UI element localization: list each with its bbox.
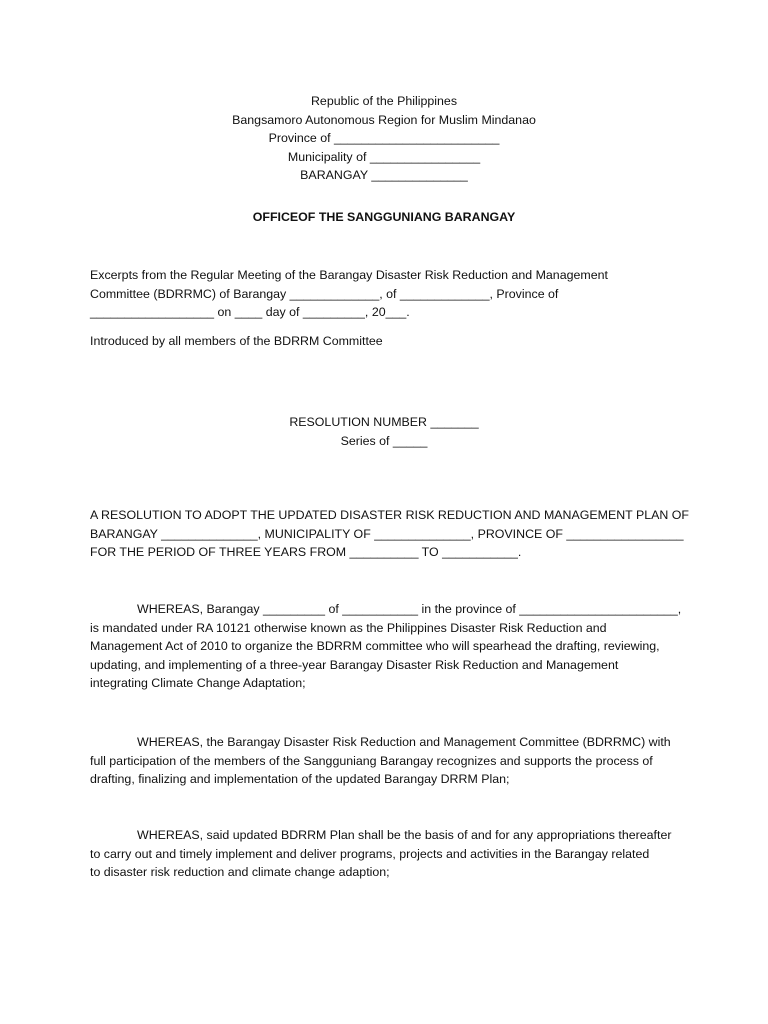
resolution-series: Series of _____ <box>340 433 428 448</box>
excerpt-paragraph <box>90 266 680 322</box>
resolution-title-line: FOR THE PERIOD OF THREE YEARS FROM __________ TO ___________. <box>90 545 522 559</box>
header-province: Province of ________________________ <box>268 131 500 145</box>
whereas-line: to disaster risk reduction and climate change adaption; <box>90 865 390 879</box>
resolution-title-line: BARANGAY ______________, MUNICIPALITY OF ______________, PROVINCE OF _________________ <box>90 526 684 541</box>
header-region: Bangsamoro Autonomous Region for Muslim Mindanao <box>232 112 536 127</box>
excerpt-line: Committee (BDRRMC) of Barangay _____________, of _____________, Province of <box>90 286 559 301</box>
office-title: OFFICEOF THE SANGGUNIANG BARANGAY <box>252 210 516 224</box>
whereas-paragraph-2 <box>90 733 680 789</box>
whereas-line: WHEREAS, Barangay _________ of ___________ in the province of _______________________, <box>137 602 682 616</box>
introduced-by: Introduced by all members of the BDRRM Committee <box>90 334 383 348</box>
whereas-line: Management Act of 2010 to organize the BDRRM committee who will spearhead the drafting, reviewing, <box>90 639 660 653</box>
excerpt-line: Excerpts from the Regular Meeting of the Barangay Disaster Risk Reduction and Management <box>90 268 608 282</box>
whereas-line: full participation of the members of the Sangguniang Barangay recognizes and supports the process of <box>90 753 653 768</box>
whereas-line: WHEREAS, the Barangay Disaster Risk Reduction and Management Committee (BDRRMC) with <box>137 735 671 749</box>
resolution-title <box>90 506 689 562</box>
whereas-line: is mandated under RA 10121 otherwise known as the Philippines Disaster Risk Reduction and <box>90 620 607 635</box>
document-header <box>0 92 768 185</box>
whereas-line: updating, and implementing of a three-year Barangay Disaster Risk Reduction and Management <box>90 657 619 672</box>
header-municipality: Municipality of ________________ <box>287 149 481 164</box>
excerpt-line: __________________ on ____ day of _________, 20___. <box>90 305 410 319</box>
whereas-line: drafting, finalizing and implementation of the updated Barangay DRRM Plan; <box>90 772 510 786</box>
whereas-line: to carry out and timely implement and deliver programs, projects and activities in the Barangay related <box>90 846 650 861</box>
header-barangay: BARANGAY ______________ <box>300 168 468 182</box>
whereas-line: integrating Climate Change Adaptation; <box>90 676 306 690</box>
whereas-line: WHEREAS, said updated BDRRM Plan shall be the basis of and for any appropriations thereafter <box>137 828 672 842</box>
resolution-number: RESOLUTION NUMBER _______ <box>289 415 479 429</box>
header-republic: Republic of the Philippines <box>310 94 458 108</box>
whereas-paragraph-3 <box>90 826 680 882</box>
whereas-paragraph-1 <box>90 600 680 693</box>
resolution-number-block <box>0 413 768 450</box>
resolution-title-line: A RESOLUTION TO ADOPT THE UPDATED DISASTER RISK REDUCTION AND MANAGEMENT PLAN OF <box>90 508 689 522</box>
